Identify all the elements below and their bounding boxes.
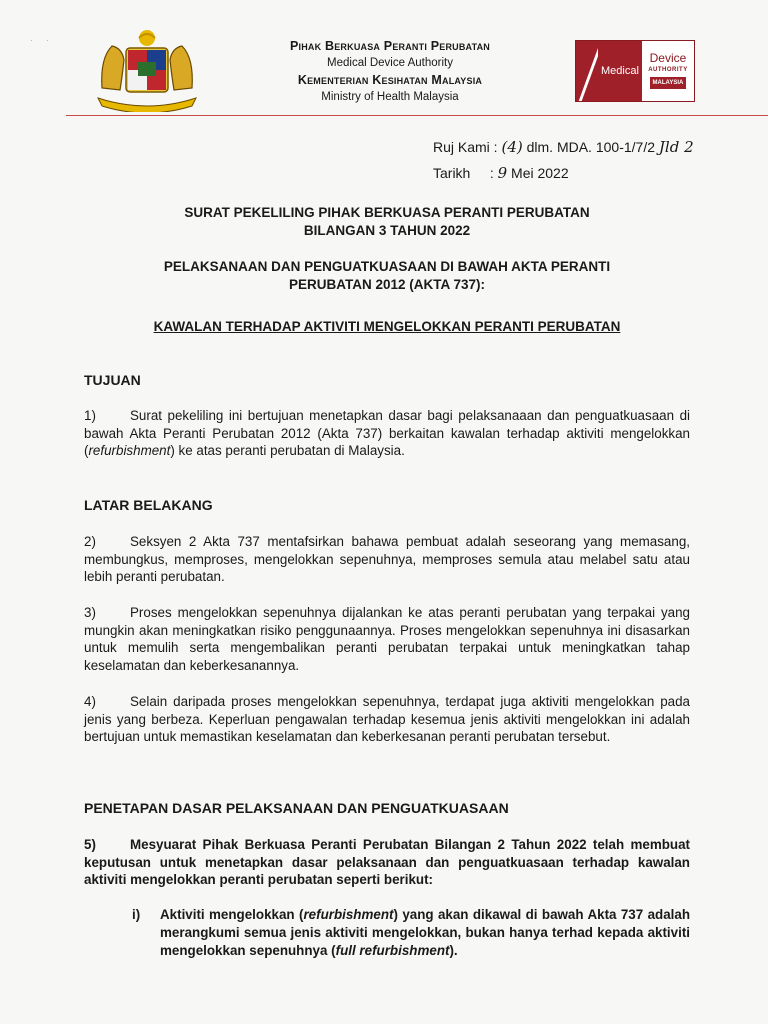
- paragraph-1: [84, 407, 690, 460]
- circular-title: [84, 204, 690, 240]
- coat-of-arms-icon: [92, 28, 202, 112]
- reference-block: [433, 134, 694, 186]
- logo-malaysia: MALAYSIA: [650, 77, 687, 89]
- section-heading-penetapan: PENETAPAN DASAR PELAKSANAAN DAN PENGUATKUASAAN: [84, 800, 509, 816]
- sub-item-italic: full refurbishment: [335, 943, 450, 958]
- paragraph-text: Seksyen 2 Akta 737 mentafsirkan bahawa pembuat adalah seseorang yang memasang, membungkus, memproses, mengelokkan sepenuhnya, memproses semula atau melabel satu atau lebih peranti perubatan.: [84, 534, 690, 584]
- tarikh-label: Tarikh: [433, 165, 471, 181]
- tarikh-handwritten-day: 9: [497, 164, 508, 182]
- ruj-handwritten-number: (4): [501, 138, 523, 156]
- paragraph-text: Proses mengelokkan sepenuhnya dijalankan ke atas peranti perubatan yang terpakai yang mungkin akan meningkatkan risiko penggunaannya. Proses mengelokkan sepenuhnya ini disasarkan untuk memulih serta mengembalikan peranti perubatan terpakai untuk meningkatkan tahap keselamatan dan keberkesanannya.: [84, 605, 690, 673]
- mda-logo: [575, 40, 695, 102]
- ruj-value: dlm. MDA. 100-1/7/2: [526, 139, 655, 155]
- sub-item-italic: refurbishment: [303, 907, 394, 922]
- ruj-label: Ruj Kami :: [433, 139, 498, 155]
- sub-item-text: [160, 906, 690, 960]
- circular-title-line1: SURAT PEKELILING PIHAK BERKUASA PERANTI PERUBATAN: [184, 205, 590, 220]
- subject-title-line2: PERUBATAN 2012 (AKTA 737):: [288, 277, 486, 292]
- paragraph-5: [84, 836, 690, 889]
- paragraph-number: 3): [84, 605, 96, 620]
- sub-item-text-part: ).: [449, 943, 458, 958]
- paragraph-3: [84, 604, 690, 674]
- circular-title-line2: BILANGAN 3 TAHUN 2022: [303, 223, 471, 238]
- paragraph-text: Mesyuarat Pihak Berkuasa Peranti Perubatan Bilangan 2 Tahun 2022 telah membuat keputusan untuk menetapkan dasar pelaksanaan dan penguatkuasaan terhadap kawalan aktiviti mengelokkan peranti perubatan seperti berikut:: [84, 837, 690, 887]
- letterhead: [240, 38, 540, 106]
- authority-name-ms: Pihak Berkuasa Peranti Perubatan: [289, 39, 491, 53]
- paragraph-text: ) ke atas peranti perubatan di Malaysia.: [170, 443, 405, 458]
- paragraph-text: Selain daripada proses mengelokkan sepenuhnya, terdapat juga aktiviti mengelokkan pada jenis yang berbeza. Keperluan pengawalan terhadap kesemua jenis aktiviti mengelokkan ini adalah bertujuan untuk memastikan keselamatan dan keberkesanan peranti perubatan tersebut.: [84, 694, 690, 744]
- tarikh-value: Mei 2022: [511, 165, 569, 181]
- logo-authority: AUTHORITY: [648, 67, 688, 73]
- sub-item-text-part: ) yang akan dikawal di bawah Akta 737 adalah merangkumi semua jenis aktiviti mengelokkan, bukan hanya terhad kepada aktiviti mengelokkan sepenuhnya (: [160, 907, 690, 958]
- subject-title-line1: PELAKSANAAN DAN PENGUATKUASAAN DI BAWAH AKTA PERANTI: [163, 259, 611, 274]
- ruj-handwritten-jld: Jld 2: [658, 138, 694, 156]
- paragraph-4: [84, 693, 690, 746]
- logo-device: Device: [649, 51, 687, 65]
- date-row: [433, 160, 694, 186]
- logo-medical: Medical: [598, 41, 642, 101]
- sub-item-number: i): [132, 907, 141, 922]
- ministry-name-en: Ministry of Health Malaysia: [321, 91, 459, 103]
- paragraph-number: 2): [84, 534, 96, 549]
- sub-item-text-part: Aktiviti mengelokkan (: [160, 907, 304, 922]
- paragraph-number: 4): [84, 694, 96, 709]
- header-divider: [66, 115, 768, 116]
- section-heading-latar-belakang: LATAR BELAKANG: [84, 497, 213, 513]
- paragraph-number: 5): [84, 837, 96, 852]
- topic-title: KAWALAN TERHADAP AKTIVITI MENGELOKKAN PERANTI PERUBATAN: [153, 319, 621, 334]
- reference-row: [433, 134, 694, 160]
- tarikh-colon: :: [489, 165, 494, 181]
- logo-right-block: [642, 41, 694, 101]
- scan-marks: · ·: [30, 36, 49, 45]
- section-heading-tujuan: TUJUAN: [84, 372, 141, 388]
- paragraph-text: Surat pekeliling ini bertujuan menetapkan dasar bagi pelaksanaaan dan penguatkuasaan di bawah Akta Peranti Perubatan 2012 (Akta 737) berkaitan kawalan terhadap aktiviti mengelokkan (: [84, 408, 690, 458]
- logo-stripe: [576, 41, 598, 101]
- ministry-name-ms: Kementerian Kesihatan Malaysia: [297, 73, 483, 87]
- authority-name-en: Medical Device Authority: [327, 57, 453, 69]
- paragraph-italic: refurbishment: [88, 443, 171, 458]
- paragraph-2: [84, 533, 690, 586]
- paragraph-number: 1): [84, 408, 96, 423]
- subject-title: [84, 258, 690, 294]
- sub-item-i: [132, 906, 690, 960]
